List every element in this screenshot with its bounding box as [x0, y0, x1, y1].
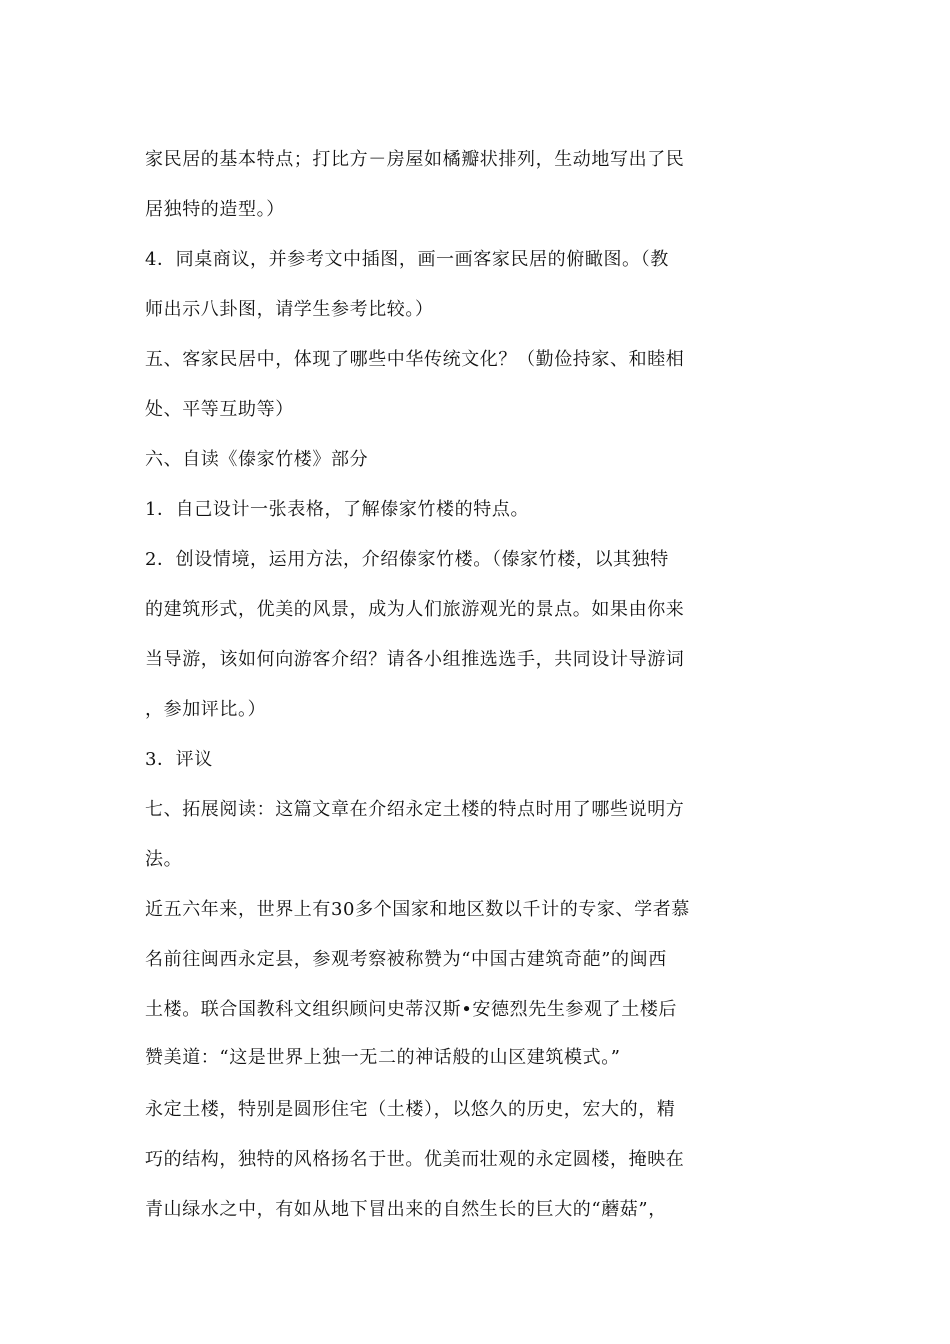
text-line: 居独特的造型。） [145, 199, 285, 220]
text-line: 赞美道：“这是世界上独一无二的神话般的山区建筑模式。” [145, 1047, 621, 1068]
text-line: 土楼。联合国教科文组织顾问史蒂汉斯•安德烈先生参观了土楼后 [145, 999, 678, 1020]
text-line: 师出示八卦图，请学生参考比较。） [145, 299, 434, 320]
text-line: 永定土楼，特别是圆形住宅（土楼），以悠久的历史，宏大的，精 [145, 1099, 676, 1120]
text-line: 4．同桌商议，并参考文中插图，画一画客家民居的俯瞰图。（教 [145, 249, 669, 270]
text-line: 法。 [145, 849, 183, 870]
text-line: 五、客家民居中，体现了哪些中华传统文化？（勤俭持家、和睦相 [145, 349, 685, 370]
text-line: 近五六年来，世界上有30多个国家和地区数以千计的专家、学者慕 [145, 899, 690, 920]
text-line: 的建筑形式，优美的风景，成为人们旅游观光的景点。如果由你来 [145, 599, 685, 620]
text-line: 名前往闽西永定县，参观考察被称赞为“中国古建筑奇葩”的闽西 [145, 949, 667, 970]
text-line: 青山绿水之中，有如从地下冒出来的自然生长的巨大的“蘑菇”， [145, 1199, 667, 1220]
text-line: 处、平等互助等） [145, 399, 294, 420]
text-line: 巧的结构，独特的风格扬名于世。优美而壮观的永定圆楼，掩映在 [145, 1149, 685, 1170]
text-line: 2．创设情境，运用方法，介绍傣家竹楼。（傣家竹楼，以其独特 [145, 549, 669, 570]
text-line: 六、自读《傣家竹楼》部分 [145, 449, 369, 470]
text-line: 七、拓展阅读：这篇文章在介绍永定土楼的特点时用了哪些说明方 [145, 799, 685, 820]
text-line: 1．自己设计一张表格，了解傣家竹楼的特点。 [145, 499, 530, 520]
text-line: 3．评议 [145, 749, 213, 770]
text-line: 家民居的基本特点；打比方－房屋如橘瓣状排列，生动地写出了民 [145, 149, 685, 170]
text-line: ，参加评比。） [145, 699, 267, 720]
text-line: 当导游，该如何向游客介绍？请各小组推选选手，共同设计导游词 [145, 649, 685, 670]
